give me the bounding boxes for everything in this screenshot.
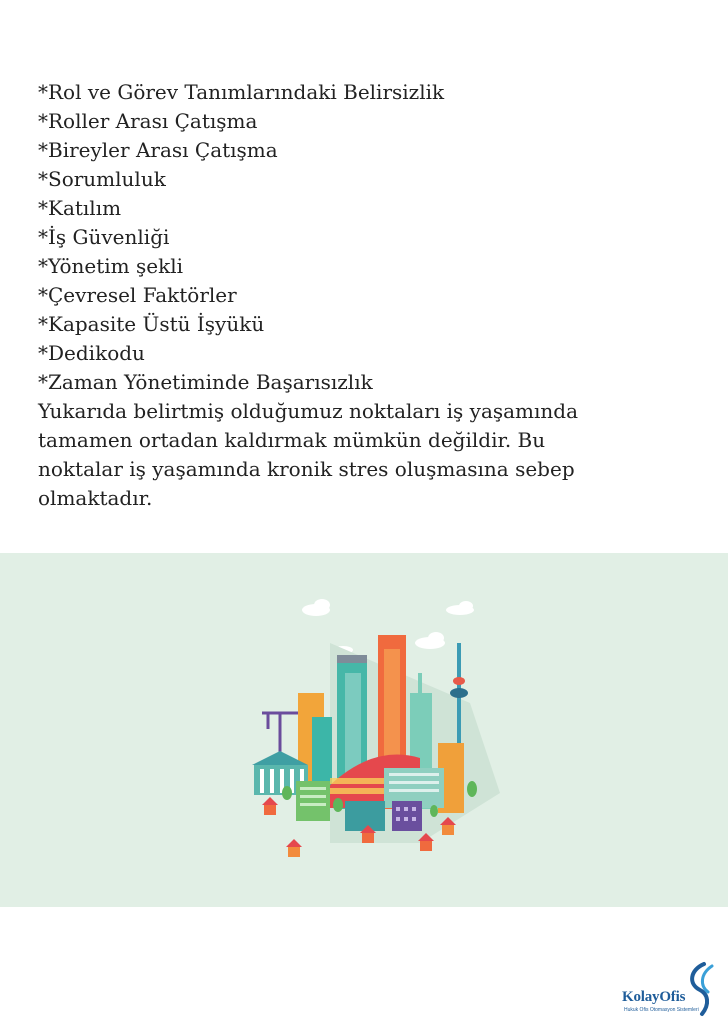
- city-illustration: [0, 553, 728, 907]
- cloud-icon: [446, 601, 474, 615]
- antenna: [418, 673, 422, 693]
- list-item: *Zaman Yönetiminde Başarısızlık: [38, 370, 373, 394]
- cloud-icon: [302, 599, 330, 616]
- body-text: [38, 78, 698, 513]
- cloud-icon: [415, 632, 445, 649]
- list-item: *Kapasite Üstü İşyükü: [38, 312, 265, 336]
- list-item: *Rol ve Görev Tanımlarındaki Belirsizlik: [38, 80, 445, 104]
- paragraph-line: olmaktadır.: [38, 486, 153, 510]
- logo-name: KolayOfis: [622, 989, 686, 1005]
- list-item: *İş Güvenliği: [38, 225, 170, 249]
- building: [392, 801, 422, 831]
- tower-cap: [337, 655, 367, 663]
- building: [345, 801, 385, 831]
- logo-tagline: Hukuk Ofis Otomasyon Sistemleri: [624, 1007, 699, 1013]
- list-item: *Dedikodu: [38, 341, 145, 365]
- tree-icon: [467, 781, 477, 797]
- list-item: *Bireyler Arası Çatışma: [38, 138, 278, 162]
- list-item: *Çevresel Faktörler: [38, 283, 237, 307]
- house-icon: [286, 839, 302, 857]
- house-icon: [262, 797, 278, 815]
- tree-icon: [333, 798, 343, 812]
- tree-icon: [282, 786, 292, 800]
- kolayofis-logo: [620, 958, 724, 1026]
- list-item: *Katılım: [38, 196, 122, 220]
- paragraph-line: noktalar iş yaşamında kronik stres oluşmasına sebep: [38, 457, 575, 481]
- paragraph-line: tamamen ortadan kaldırmak mümkün değildir. Bu: [38, 428, 546, 452]
- list-item: *Yönetim şekli: [38, 254, 183, 278]
- list-item: *Sorumluluk: [38, 167, 166, 191]
- illustration-band: [0, 553, 728, 907]
- list-item: *Roller Arası Çatışma: [38, 109, 258, 133]
- tree-icon: [430, 805, 438, 817]
- paragraph-line: Yukarıda belirtmiş olduğumuz noktaları iş yaşamında: [38, 399, 579, 423]
